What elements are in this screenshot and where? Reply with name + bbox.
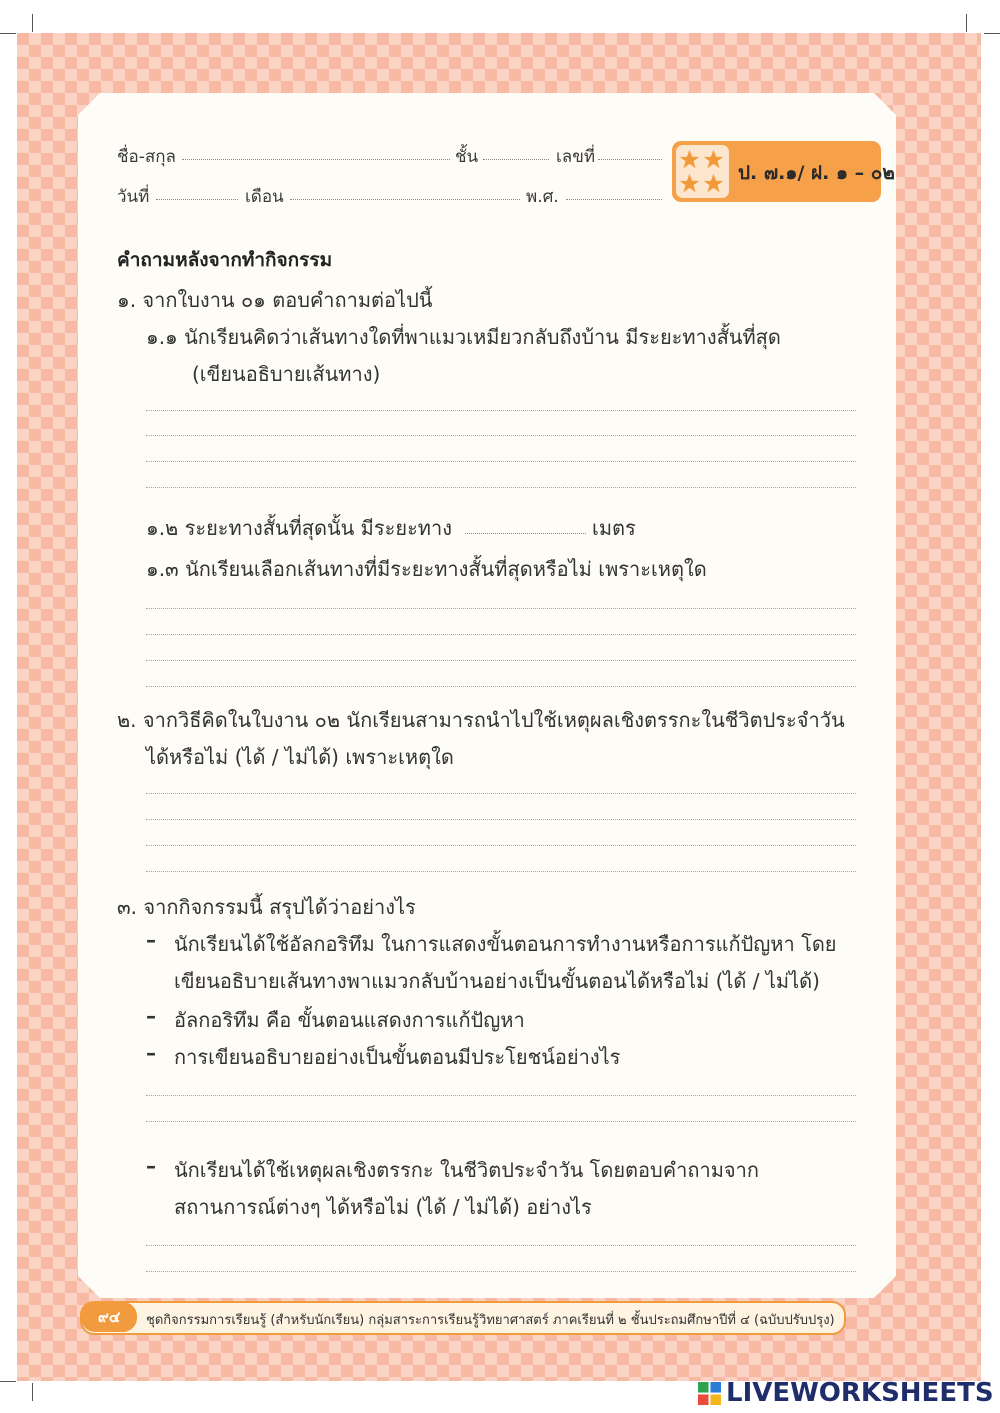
bullet-dash: –: [146, 1041, 156, 1065]
answer-line[interactable]: [146, 461, 856, 462]
question-1: ๑. จากใบงาน ๐๑ ตอบคำถามต่อไปนี้: [117, 288, 433, 312]
footer-text: ชุดกิจกรรมการเรียนรู้ (สำหรับนักเรียน) กลุ่มสาระการเรียนรู้วิทยาศาสตร์ ภาคเรียนที่ ๒ ชั้นประถมศึกษาปีที่ ๔ (ฉบับปรับปรุง): [146, 1313, 835, 1328]
star-icon: [679, 149, 700, 170]
trim-mark: [0, 33, 16, 34]
question-1-2: ๑.๒ ระยะทางสั้นที่สุดนั้น มีระยะทาง: [146, 516, 452, 540]
answer-line[interactable]: [146, 845, 856, 846]
month-label: เดือน: [245, 187, 284, 207]
answer-line[interactable]: [146, 608, 856, 609]
answer-line[interactable]: [146, 1121, 856, 1122]
answer-line[interactable]: [146, 1245, 856, 1246]
liveworksheets-icon: [698, 1382, 721, 1405]
page-footer: [80, 1301, 846, 1335]
liveworksheets-wordmark: LIVEWORKSHEETS: [726, 1378, 994, 1408]
trim-mark: [984, 33, 1000, 34]
answer-line[interactable]: [146, 410, 856, 411]
bullet-dash: –: [146, 928, 156, 952]
answer-line[interactable]: [146, 487, 856, 488]
answer-line[interactable]: [146, 871, 856, 872]
star-icon: [703, 173, 724, 194]
question-1-3: ๑.๓ นักเรียนเลือกเส้นทางที่มีระยะทางสั้นที่สุดหรือไม่ เพราะเหตุใด: [146, 557, 707, 581]
number-field[interactable]: [598, 159, 662, 160]
answer-line[interactable]: [146, 793, 856, 794]
trim-mark: [966, 14, 967, 32]
distance-field[interactable]: [465, 533, 586, 534]
answer-line[interactable]: [146, 634, 856, 635]
bullet-4-line2: สถานการณ์ต่างๆ ได้หรือไม่ (ได้ / ไม่ได้) อย่างไร: [174, 1195, 592, 1219]
class-field[interactable]: [483, 159, 549, 160]
bullet-3: การเขียนอธิบายอย่างเป็นขั้นตอนมีประโยชน์อย่างไร: [174, 1045, 621, 1069]
page-number: ๙๔: [81, 1302, 137, 1332]
bullet-1-line2: เขียนอธิบายเส้นทางพาแมวกลับบ้านอย่างเป็นขั้นตอนได้หรือไม่ (ได้ / ไม่ได้): [174, 969, 820, 993]
worksheet-code: ป. ๗.๑/ ฝ. ๑ – ๐๒: [738, 162, 895, 184]
bullet-dash: –: [146, 1004, 156, 1028]
star-icon: [703, 149, 724, 170]
name-label: ชื่อ-สกุล: [117, 147, 176, 167]
answer-line[interactable]: [146, 1271, 856, 1272]
bullet-dash: –: [146, 1154, 156, 1178]
name-field[interactable]: [182, 159, 450, 160]
section-title: คำถามหลังจากทำกิจกรรม: [117, 249, 333, 271]
month-field[interactable]: [290, 199, 520, 200]
year-label: พ.ศ.: [526, 187, 559, 207]
day-label: วันที่: [117, 187, 150, 207]
worksheet-code-badge: [672, 141, 895, 202]
question-3: ๓. จากกิจกรรมนี้ สรุปได้ว่าอย่างไร: [117, 895, 416, 919]
number-label: เลขที่: [556, 147, 596, 167]
bullet-1-line1: นักเรียนได้ใช้อัลกอริทึม ในการแสดงขั้นตอนการทำงานหรือการแก้ปัญหา โดย: [174, 932, 837, 956]
year-field[interactable]: [566, 199, 662, 200]
trim-mark: [0, 1381, 16, 1382]
star-icon: [679, 173, 700, 194]
question-1-1-line2: (เขียนอธิบายเส้นทาง): [192, 362, 381, 386]
distance-unit: เมตร: [592, 516, 636, 540]
day-field[interactable]: [156, 199, 238, 200]
class-label: ชั้น: [455, 147, 479, 167]
question-1-1-line1: ๑.๑ นักเรียนคิดว่าเส้นทางใดที่พาแมวเหมียวกลับถึงบ้าน มีระยะทางสั้นที่สุด: [146, 325, 781, 349]
bullet-2: อัลกอริทึม คือ ขั้นตอนแสดงการแก้ปัญหา: [174, 1008, 525, 1032]
trim-mark: [32, 14, 33, 32]
answer-line[interactable]: [146, 1095, 856, 1096]
answer-line[interactable]: [146, 660, 856, 661]
stars-box: [676, 145, 729, 198]
question-2-line2: ได้หรือไม่ (ได้ / ไม่ได้) เพราะเหตุใด: [146, 745, 454, 769]
bullet-4-line1: นักเรียนได้ใช้เหตุผลเชิงตรรกะ ในชีวิตประจำวัน โดยตอบคำถามจาก: [174, 1158, 759, 1182]
answer-line[interactable]: [146, 686, 856, 687]
question-2-line1: ๒. จากวิธีคิดในใบงาน ๐๒ นักเรียนสามารถนำไปใช้เหตุผลเชิงตรรกะในชีวิตประจำวัน: [117, 708, 845, 732]
trim-mark: [32, 1383, 33, 1401]
answer-line[interactable]: [146, 435, 856, 436]
answer-line[interactable]: [146, 819, 856, 820]
